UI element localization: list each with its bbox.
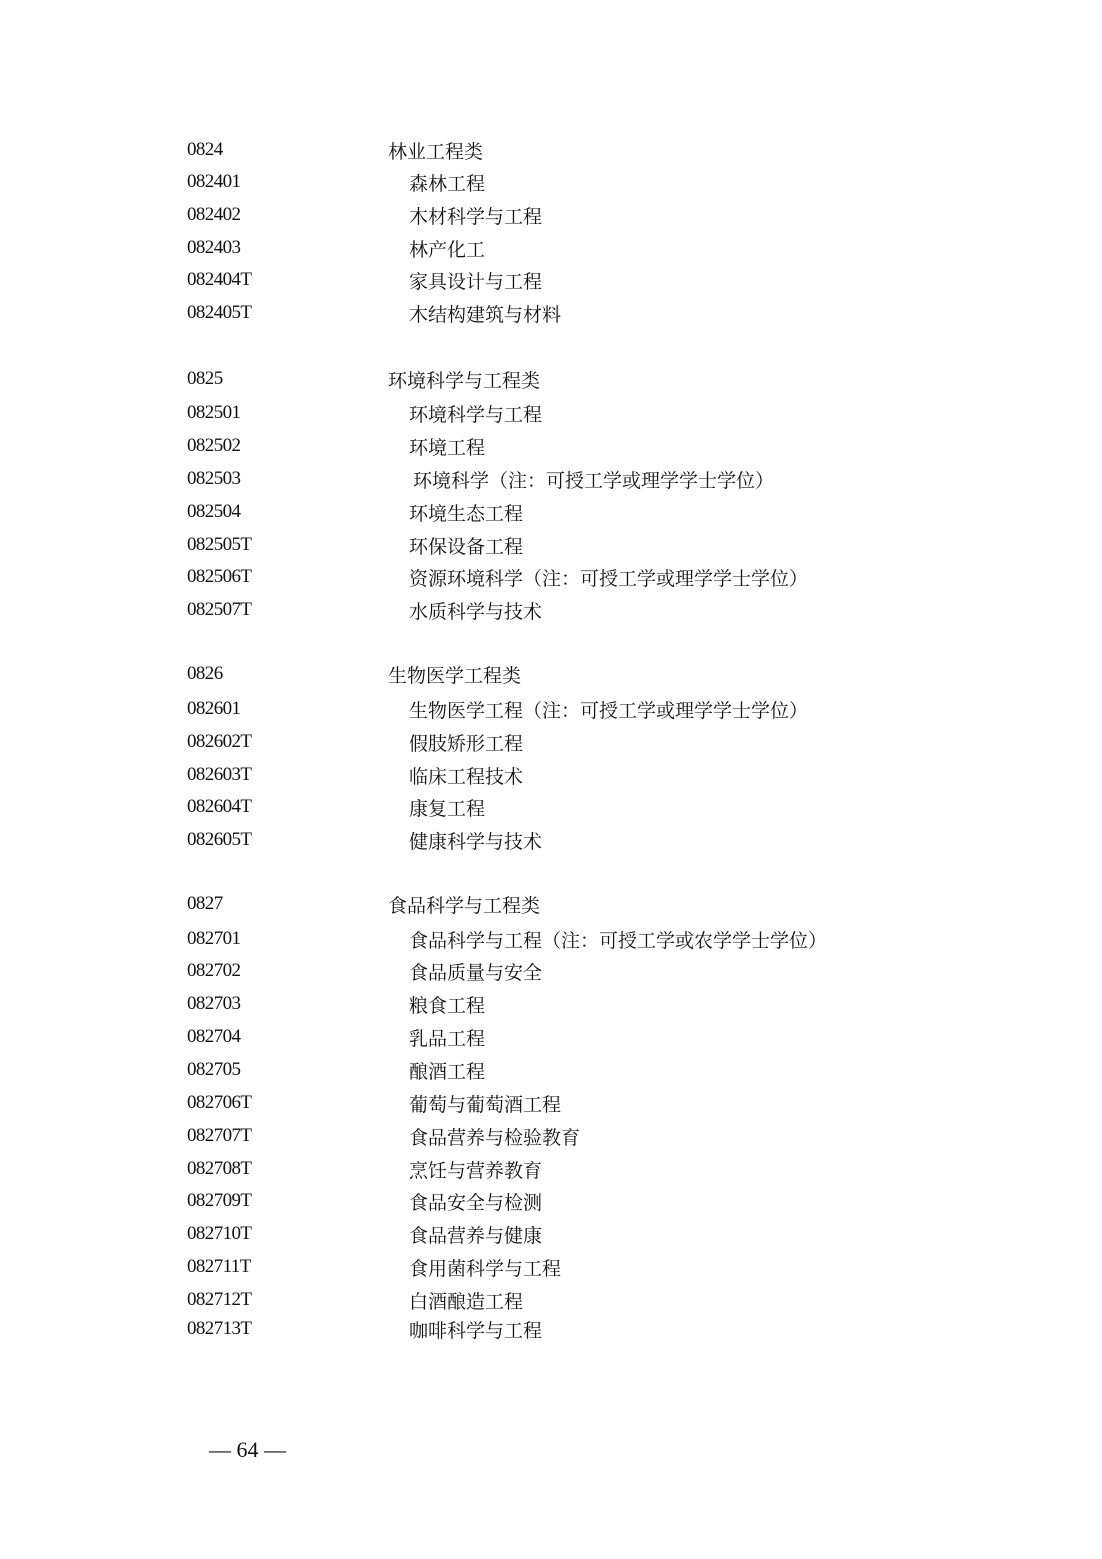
major-row [0, 1316, 1102, 1346]
major-row [0, 1024, 1102, 1054]
category-row [0, 366, 1102, 396]
major-name: 家具设计与工程 [409, 271, 543, 293]
major-code: 082405T [187, 302, 252, 323]
major-name: 临床工程技术 [409, 766, 524, 788]
major-row [0, 169, 1102, 199]
major-code: 082506T [187, 566, 252, 587]
major-name: 环境生态工程 [409, 503, 524, 525]
category-name: 林业工程类 [388, 141, 484, 163]
major-code: 082402 [187, 204, 241, 225]
major-row [0, 926, 1102, 956]
major-row [0, 794, 1102, 824]
major-code: 082507T [187, 599, 252, 620]
major-row [0, 1156, 1102, 1186]
major-row [0, 235, 1102, 265]
major-name: 环境科学与工程 [409, 404, 543, 426]
major-name: 木结构建筑与材料 [409, 304, 562, 326]
major-name: 粮食工程 [409, 995, 486, 1017]
major-code: 082503 [187, 468, 241, 489]
category-code: 0825 [187, 368, 223, 389]
major-name: 食品营养与检验教育 [409, 1127, 581, 1149]
major-code: 082401 [187, 171, 241, 192]
major-row [0, 958, 1102, 988]
category-name: 食品科学与工程类 [388, 895, 541, 917]
major-code: 082706T [187, 1092, 252, 1113]
major-name: 食品安全与检测 [409, 1192, 543, 1214]
category-name: 环境科学与工程类 [388, 370, 541, 392]
major-name: 健康科学与技术 [409, 831, 543, 853]
major-row [0, 499, 1102, 529]
major-name: 食品营养与健康 [409, 1225, 543, 1247]
major-name: 资源环境科学（注：可授工学或理学学士学位） [409, 568, 809, 590]
major-row [0, 696, 1102, 726]
major-name: 森林工程 [409, 173, 486, 195]
major-row [0, 532, 1102, 562]
major-row [0, 827, 1102, 857]
major-name: 水质科学与技术 [409, 601, 543, 623]
major-row [0, 1090, 1102, 1120]
major-code: 082505T [187, 534, 252, 555]
category-code: 0827 [187, 893, 223, 914]
major-code: 082502 [187, 435, 241, 456]
category-code: 0826 [187, 663, 223, 684]
page-number: — 64 — [209, 1437, 286, 1462]
major-row [0, 991, 1102, 1021]
major-name: 环境工程 [409, 437, 486, 459]
major-row [0, 1221, 1102, 1251]
major-row [0, 1123, 1102, 1153]
major-row [0, 1188, 1102, 1218]
major-name: 食品质量与安全 [409, 962, 543, 984]
major-code: 082601 [187, 698, 241, 719]
major-name: 生物医学工程（注：可授工学或理学学士学位） [409, 700, 809, 722]
major-code: 082707T [187, 1125, 252, 1146]
major-row [0, 564, 1102, 594]
major-name: 乳品工程 [409, 1028, 486, 1050]
major-code: 082404T [187, 269, 252, 290]
major-name: 环保设备工程 [409, 536, 524, 558]
category-row [0, 661, 1102, 691]
major-name: 康复工程 [409, 798, 486, 820]
major-row [0, 597, 1102, 627]
major-row [0, 267, 1102, 297]
major-code: 082603T [187, 764, 252, 785]
major-row [0, 466, 1102, 496]
major-row [0, 400, 1102, 430]
major-row [0, 300, 1102, 330]
major-name: 咖啡科学与工程 [409, 1320, 543, 1342]
major-name: 食品科学与工程（注：可授工学或农学学士学位） [409, 930, 828, 952]
major-code: 082701 [187, 928, 241, 949]
major-code: 082713T [187, 1318, 252, 1339]
category-name: 生物医学工程类 [388, 665, 522, 687]
major-name: 木材科学与工程 [409, 206, 543, 228]
major-name: 林产化工 [409, 239, 486, 261]
major-code: 082711T [187, 1256, 251, 1277]
major-code: 082602T [187, 731, 252, 752]
major-code: 082501 [187, 402, 241, 423]
major-code: 082712T [187, 1289, 252, 1310]
major-code: 082705 [187, 1059, 241, 1080]
major-row [0, 1287, 1102, 1317]
major-code: 082703 [187, 993, 241, 1014]
major-name: 食用菌科学与工程 [409, 1258, 562, 1280]
major-name: 假肢矫形工程 [409, 733, 524, 755]
category-row [0, 137, 1102, 167]
major-code: 082702 [187, 960, 241, 981]
major-code: 082709T [187, 1190, 252, 1211]
major-name: 酿酒工程 [409, 1061, 486, 1083]
major-code: 082710T [187, 1223, 252, 1244]
major-row [0, 1057, 1102, 1087]
major-row [0, 762, 1102, 792]
major-code: 082704 [187, 1026, 241, 1047]
major-row [0, 1254, 1102, 1284]
category-row [0, 891, 1102, 921]
major-name: 烹饪与营养教育 [409, 1160, 543, 1182]
major-code: 082605T [187, 829, 252, 850]
major-name: 葡萄与葡萄酒工程 [409, 1094, 562, 1116]
major-name: 环境科学（注：可授工学或理学学士学位） [413, 470, 775, 492]
major-code: 082604T [187, 796, 252, 817]
major-code: 082708T [187, 1158, 252, 1179]
major-code: 082504 [187, 501, 241, 522]
major-row [0, 433, 1102, 463]
major-code: 082403 [187, 237, 241, 258]
major-row [0, 202, 1102, 232]
category-code: 0824 [187, 139, 223, 160]
major-row [0, 729, 1102, 759]
major-name: 白酒酿造工程 [409, 1291, 524, 1313]
